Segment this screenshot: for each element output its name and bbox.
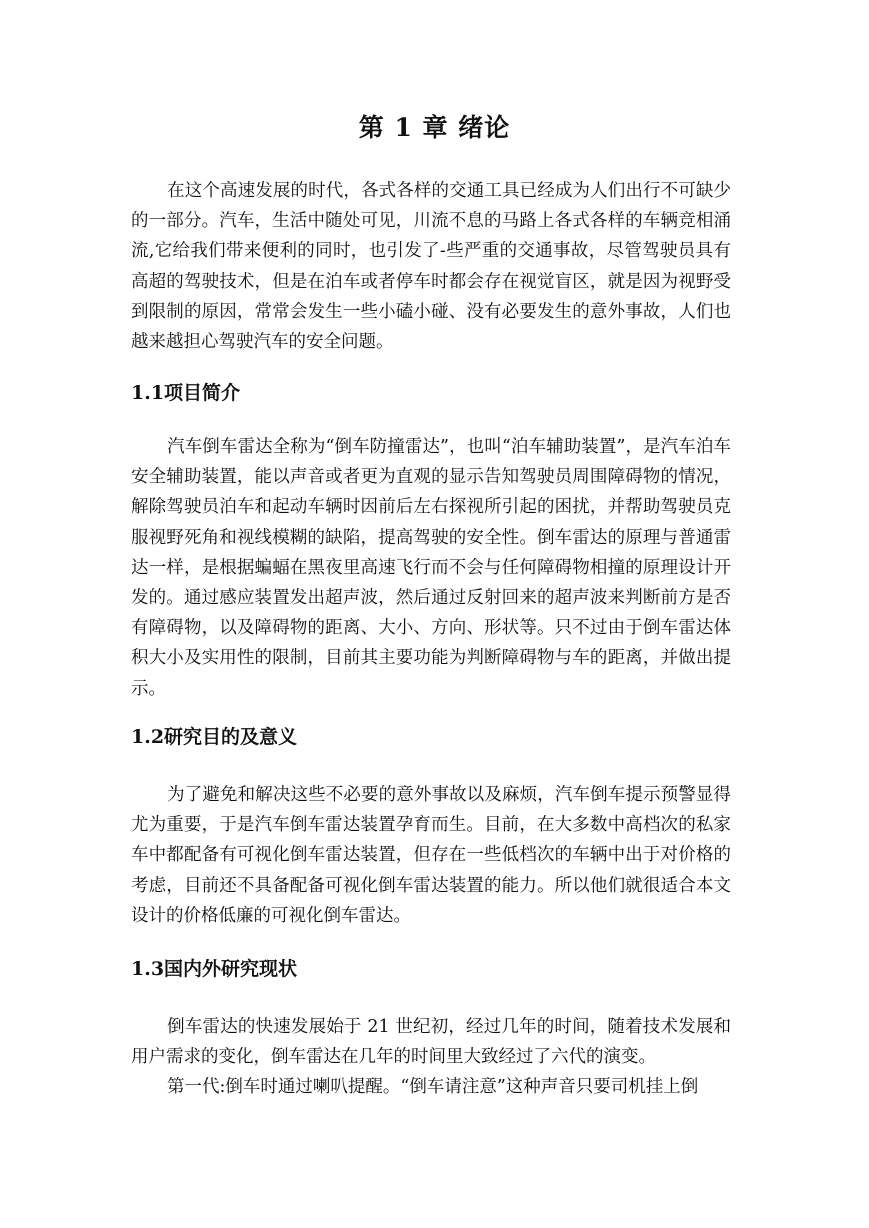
intro-paragraph-text: 在这个高速发展的时代，各式各样的交通工具已经成为人们出行不可缺少的一部分。汽车，生活中随处可见，川流不息的马路上各式各样的车辆竞相涌流,它给我们带来便利的同时，也引发了-些严重的交通事故，尽管驾驶员具有高超的驾驶技术，但是在泊车或者停车时都会存在视觉盲区，就是因为视野受到限制的原因，常常会发生一些小磕小碰、没有必要发生的意外事故，人们也越来越担心驾驶汽车的安全问题。: [131, 181, 731, 353]
section-heading-1-2: 1.2研究目的及意义: [131, 726, 298, 748]
section-1-1-paragraph-text: 汽车倒车雷达全称为“倒车防撞雷达”，也叫“泊车辅助装置”，是汽车泊车安全辅助装置，能以声音或者更为直观的显示告知驾驶员周围障碍物的情况，解除驾驶员泊车和起动车辆时因前后左右探视所引起的困扰，并帮助驾驶员克服视野死角和视线模糊的缺陷，提高驾驶的安全性。倒车雷达的原理与普通雷达一样，是根据蝙蝠在黑夜里高速飞行而不会与任何障碍物相撞的原理设计开发的。通过感应装置发出超声波，然后通过反射回来的超声波来判断前方是否有障碍物，以及障碍物的距离、大小、方向、形状等。只不过由于倒车雷达体积大小及实用性的限制，目前其主要功能为判断障碍物与车的距离，并做出提示。: [131, 437, 731, 699]
section-1-1-paragraph: [131, 432, 731, 704]
chapter-title: 第 1 章 绪论: [358, 113, 511, 142]
section-1-3-paragraph: [131, 1012, 731, 1072]
section-1-2-paragraph-text: 为了避免和解决这些不必要的意外事故以及麻烦，汽车倒车提示预警显得尤为重要，于是汽车倒车雷达装置孕育而生。目前，在大多数中高档次的私家车中都配备有可视化倒车雷达装置，但存在一些低档次的车辆中出于对价格的考虑，目前还不具备配备可视化倒车雷达装置的能力。所以他们就很适合本文设计的价格低廉的可视化倒车雷达。: [131, 785, 731, 926]
section-1-2-paragraph: [131, 780, 731, 931]
section-heading-1-3: 1.3国内外研究现状: [131, 958, 298, 980]
section-1-3-paragraph-2: [131, 1072, 731, 1102]
section-1-3-paragraph-2-text: 第一代:倒车时通过喇叭提醒。“倒车请注意”这种声音只要司机挂上倒: [167, 1077, 699, 1097]
intro-paragraph: [131, 176, 731, 357]
section-heading-1-1: 1.1项目简介: [131, 382, 241, 404]
section-1-3-paragraph-text: 倒车雷达的快速发展始于 21 世纪初，经过几年的时间，随着技术发展和用户需求的变化，倒车雷达在几年的时间里大致经过了六代的演变。: [131, 1017, 731, 1068]
